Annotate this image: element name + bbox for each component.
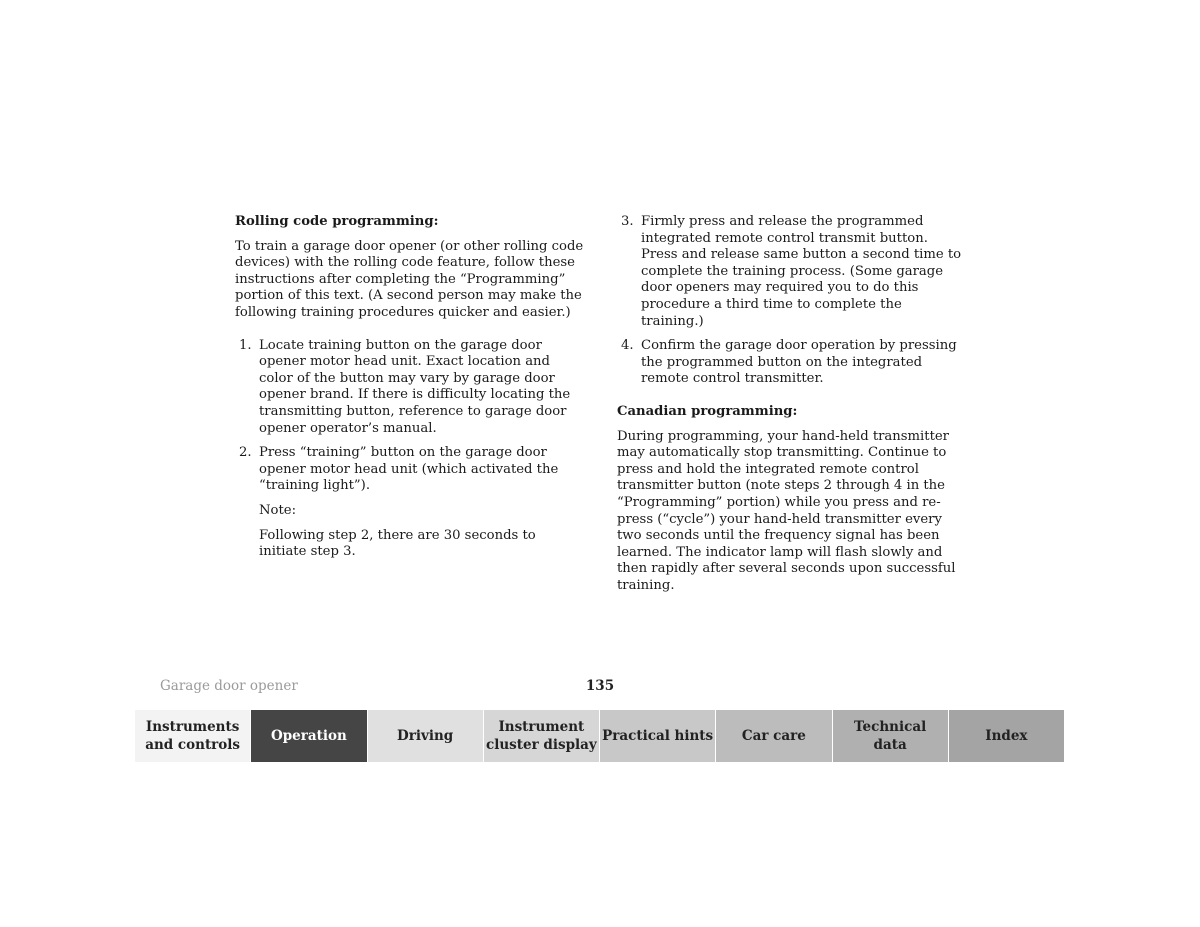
note-label: Note: (259, 502, 297, 518)
step-text: Firmly press and release the programmed integrated remote control transmit button. Press and release same button a second time to complete the training process. (Some garage door openers may required you to do this procedure a third time to complete the training.) (641, 214, 962, 329)
step-text: Press “training” button on the garage door opener motor head unit (which activated the “training light”). (259, 445, 559, 494)
tab-index[interactable]: Index (949, 710, 1064, 762)
note-text: Following step 2, there are 30 seconds to initiate step 3. (259, 527, 536, 560)
step-number: 2. (239, 445, 252, 461)
right-column (617, 214, 962, 602)
left-column (235, 214, 585, 569)
tab-operation[interactable]: Operation (251, 710, 367, 762)
tab-practical-hints[interactable]: Practical hints (600, 710, 716, 762)
section-title: Garage door opener (160, 678, 298, 694)
step-2 (235, 445, 585, 495)
rolling-code-intro: To train a garage door opener (or other rolling code devices) with the rolling code feature, follow these instructions after completing the “Programming” portion of this text. (A second person may make the following training procedures quicker and easier.) (235, 238, 584, 320)
page-number: 135 (585, 678, 615, 694)
step-text: Confirm the garage door operation by pressing the programmed button on the integrated remote control transmitter. (641, 338, 957, 387)
tab-technical-data[interactable]: Technical data (833, 710, 949, 762)
step-number: 4. (621, 338, 634, 354)
tab-car-care[interactable]: Car care (716, 710, 832, 762)
step-4 (617, 338, 962, 388)
rolling-code-heading: Rolling code programming: (235, 214, 439, 229)
step-text: Locate training button on the garage door opener motor head unit. Exact location and color of the button may vary by garage door opener brand. If there is difficulty locating the transmitting button, reference to garage door opener operator’s manual. (259, 337, 571, 436)
canadian-programming-body: During programming, your hand-held transmitter may automatically stop transmitting. Continue to press and hold the integrated remote control transmitter button (note steps 2 through 4 in the “Programming” portion) while you press and re-press (“cycle”) your hand-held transmitter every two seconds until the frequency signal has been learned. The indicator lamp will flash slowly and then rapidly after several seconds upon successful training. (617, 428, 956, 593)
tab-driving[interactable]: Driving (368, 710, 484, 762)
canadian-programming-heading: Canadian programming: (617, 403, 798, 419)
tab-instruments-and-controls[interactable]: Instruments and controls (135, 710, 251, 762)
step-1 (235, 338, 585, 438)
tab-instrument-cluster-display[interactable]: Instrument cluster display (484, 710, 600, 762)
step-number: 1. (239, 337, 252, 353)
step-3 (617, 214, 962, 330)
step-number: 3. (621, 214, 634, 229)
chapter-navigation (135, 710, 1064, 762)
